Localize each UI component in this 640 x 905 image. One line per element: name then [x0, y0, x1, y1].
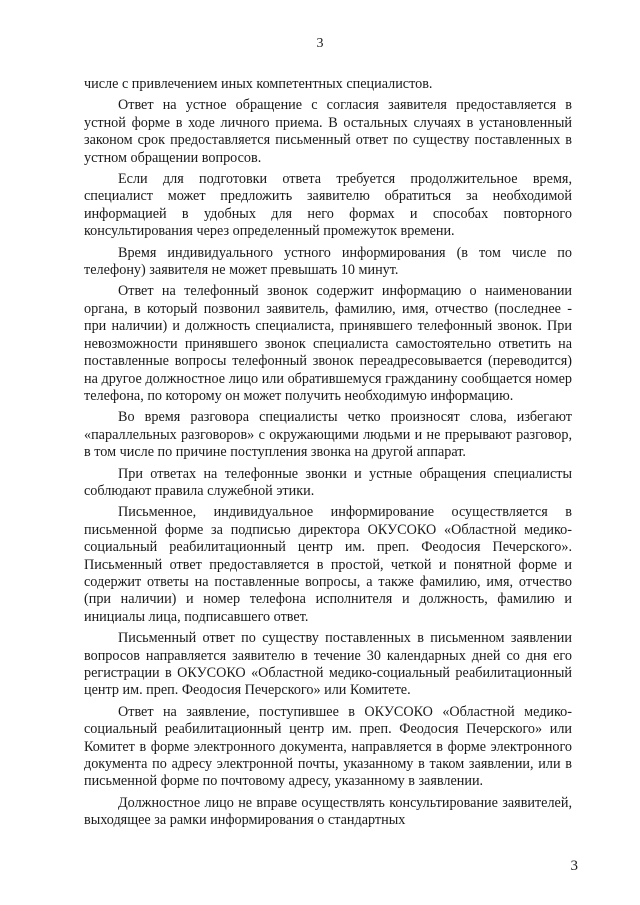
- paragraph-3: Если для подготовки ответа требуется продолжительное время, специалист может предложить заявителю обратиться за необходимой информацией в удобных для него формах и способах повторного консультирования через определенный промежуток времени.: [84, 171, 572, 240]
- page-number-bottom: 3: [570, 858, 578, 874]
- paragraph-1: числе с привлечением иных компетентных специалистов.: [84, 76, 433, 92]
- paragraph-9: Письменный ответ по существу поставленных в письменном заявлении вопросов направляется заявителю в течение 30 календарных дней со дня его регистрации в ОКУСОКО «Областной медико-социальный реабилитационный центр им. преп. Феодосия Печерского» или Комитете.: [84, 630, 572, 699]
- paragraph-8: Письменное, индивидуальное информирование осуществляется в письменной форме за подписью директора ОКУСОКО «Областной медико-социальный реабилитационный центр им. преп. Феодосия Печерского». Письменный ответ предоставляется в простой, четкой и понятной форме и содержит ответы на поставленные вопросы, а также фамилию, имя, отчество (при наличии) и номер телефона исполнителя и должность, фамилию и инициалы лица, подписавшего ответ.: [84, 504, 572, 625]
- paragraph-10: Ответ на заявление, поступившее в ОКУСОКО «Областной медико-социальный реабилитационный центр им. преп. Феодосия Печерского» или Комитет в форме электронного документа, направляется в форме электронного документа по адресу электронной почты, указанному в таком заявлении, или в письменной форме по почтовому адресу, указанному в заявлении.: [84, 703, 572, 790]
- paragraph-2: Ответ на устное обращение с согласия заявителя предоставляется в устной форме в ходе личного приема. В остальных случаях в установленный законом срок предоставляется письменный ответ по существу поставленных в устном обращении вопросов.: [84, 97, 572, 166]
- paragraph-4: Время индивидуального устного информирования (в том числе по телефону) заявителя не может превышать 10 минут.: [84, 244, 572, 279]
- paragraph-6: Во время разговора специалисты четко произносят слова, избегают «параллельных разговоров» с окружающими людьми и не прерывают разговор, в том числе по причине поступления звонка на другой аппарат.: [84, 409, 572, 461]
- document-body: [84, 76, 572, 834]
- paragraph-5: Ответ на телефонный звонок содержит информацию о наименовании органа, в который позвонил заявитель, фамилию, имя, отчество (последнее - при наличии) и должность специалиста, принявшего телефонный звонок. При невозможности принявшего звонок специалиста самостоятельно ответить на поставленные вопросы телефонный звонок переадресовывается (переводится) на другое должностное лицо или обратившемуся гражданину сообщается номер телефона, по которому он может получить необходимую информацию.: [84, 283, 572, 404]
- paragraph-11: Должностное лицо не вправе осуществлять консультирование заявителей, выходящее за рамки информирования о стандартных: [84, 794, 572, 829]
- page-number-top: 3: [316, 36, 324, 51]
- paragraph-7: При ответах на телефонные звонки и устные обращения специалисты соблюдают правила служебной этики.: [84, 465, 572, 499]
